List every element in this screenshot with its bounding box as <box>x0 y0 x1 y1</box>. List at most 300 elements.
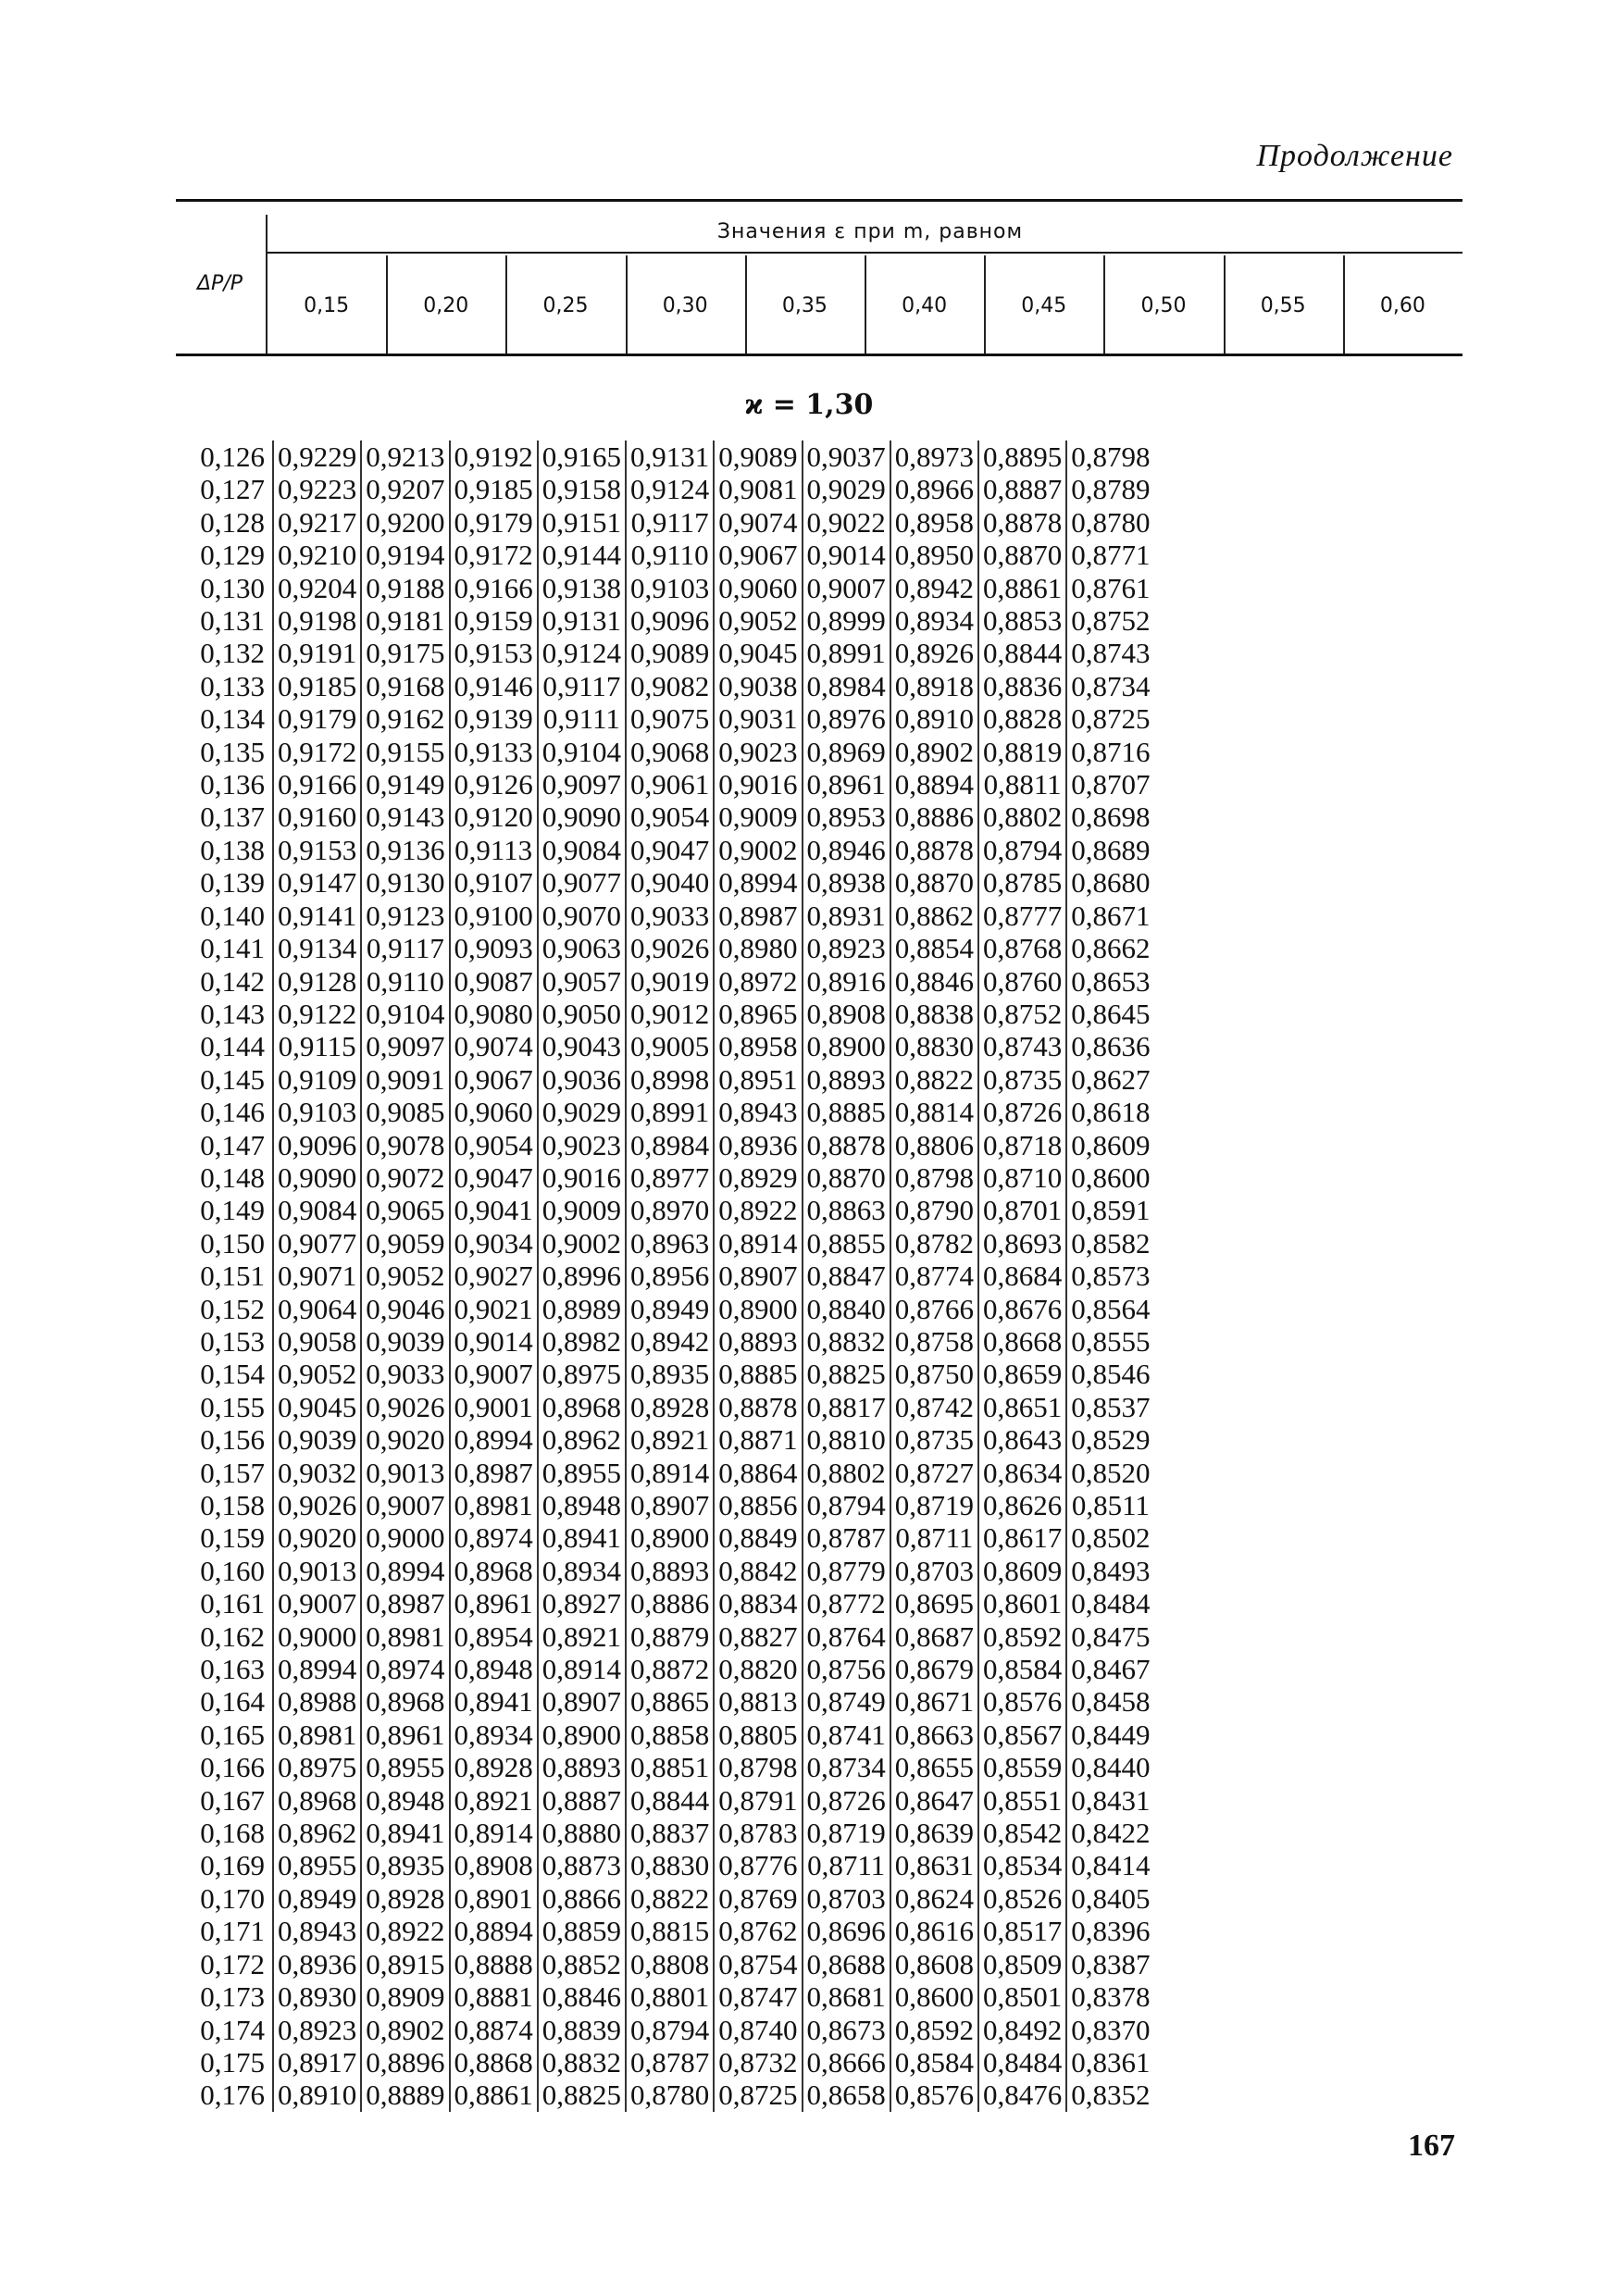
table-row <box>165 900 1154 932</box>
epsilon-cell: 0,8955 <box>273 1849 361 1881</box>
epsilon-cell: 0,8872 <box>626 1653 714 1685</box>
epsilon-cell: 0,8794 <box>626 2014 714 2046</box>
header-column-divider <box>745 255 747 354</box>
table-row <box>165 1882 1154 1915</box>
epsilon-cell: 0,8663 <box>890 1719 978 1751</box>
epsilon-cell: 0,8914 <box>626 1457 714 1489</box>
epsilon-cell: 0,9188 <box>361 572 449 604</box>
pressure-ratio-cell: 0,169 <box>200 1849 265 1882</box>
epsilon-cell: 0,8680 <box>1066 866 1153 899</box>
epsilon-cell: 0,9065 <box>361 1194 449 1226</box>
epsilon-cell: 0,8880 <box>538 1817 626 1849</box>
pressure-ratio-cell: 0,153 <box>200 1324 265 1358</box>
epsilon-cell: 0,8873 <box>538 1849 626 1881</box>
pressure-ratio-cell: 0,152 <box>200 1292 265 1325</box>
epsilon-cell: 0,8726 <box>978 1096 1066 1128</box>
epsilon-cell: 0,8981 <box>361 1620 449 1653</box>
epsilon-cell: 0,8576 <box>978 1685 1066 1718</box>
epsilon-cell: 0,8991 <box>626 1096 714 1128</box>
epsilon-cell: 0,8688 <box>803 1948 890 1980</box>
epsilon-cell: 0,9175 <box>361 637 449 669</box>
epsilon-cell: 0,9020 <box>273 1521 361 1554</box>
epsilon-cell: 0,8440 <box>1066 1751 1153 1783</box>
epsilon-cell: 0,8962 <box>273 1817 361 1849</box>
epsilon-cell: 0,9052 <box>273 1358 361 1390</box>
epsilon-cell: 0,9023 <box>538 1129 626 1161</box>
table-row <box>165 1784 1154 1817</box>
epsilon-cell: 0,8901 <box>450 1882 538 1915</box>
epsilon-cell: 0,8509 <box>978 1948 1066 1980</box>
pressure-ratio-cell: 0,138 <box>200 833 265 866</box>
header-column-divider <box>865 255 866 354</box>
epsilon-cell: 0,9039 <box>361 1325 449 1358</box>
pressure-ratio-cell: 0,173 <box>200 1980 265 2014</box>
epsilon-cell: 0,8529 <box>1066 1423 1153 1456</box>
epsilon-cell: 0,8820 <box>714 1653 802 1685</box>
epsilon-cell: 0,8923 <box>273 2014 361 2046</box>
epsilon-cell: 0,8900 <box>626 1521 714 1554</box>
epsilon-cell: 0,8789 <box>1066 473 1153 505</box>
epsilon-cell: 0,9007 <box>361 1489 449 1521</box>
epsilon-cell: 0,9124 <box>626 473 714 505</box>
epsilon-cell: 0,9185 <box>450 473 538 505</box>
m-value-header: 0,30 <box>662 294 708 317</box>
epsilon-cell: 0,8954 <box>450 1620 538 1653</box>
table-row <box>165 1719 1154 1751</box>
pressure-ratio-cell: 0,129 <box>200 539 265 572</box>
table-row <box>165 1915 1154 1947</box>
table-row <box>165 473 1154 505</box>
epsilon-cell: 0,8935 <box>361 1849 449 1881</box>
pressure-ratio-cell: 0,163 <box>200 1653 265 1686</box>
epsilon-cell: 0,9007 <box>273 1587 361 1620</box>
epsilon-cell: 0,8856 <box>714 1489 802 1521</box>
epsilon-cell: 0,8814 <box>890 1096 978 1128</box>
epsilon-cell: 0,9107 <box>450 866 538 899</box>
epsilon-cell: 0,8780 <box>626 2079 714 2111</box>
epsilon-cell: 0,9022 <box>803 506 890 539</box>
epsilon-cell: 0,8764 <box>803 1620 890 1653</box>
epsilon-cell: 0,8842 <box>714 1555 802 1587</box>
epsilon-cell: 0,8624 <box>890 1882 978 1915</box>
epsilon-cell: 0,9072 <box>361 1161 449 1194</box>
epsilon-cell: 0,8894 <box>890 768 978 800</box>
table-row <box>165 1555 1154 1587</box>
epsilon-cell: 0,8934 <box>538 1555 626 1587</box>
epsilon-cell: 0,8811 <box>978 768 1066 800</box>
epsilon-cell: 0,8573 <box>1066 1260 1153 1292</box>
table-row <box>165 1849 1154 1881</box>
epsilon-cell: 0,8946 <box>803 834 890 866</box>
epsilon-cell: 0,9039 <box>273 1423 361 1456</box>
epsilon-cell: 0,9162 <box>361 702 449 735</box>
epsilon-cell: 0,8929 <box>714 1161 802 1194</box>
epsilon-cell: 0,8467 <box>1066 1653 1153 1685</box>
pressure-ratio-cell: 0,133 <box>200 669 265 702</box>
pressure-ratio-cell: 0,176 <box>200 2079 265 2112</box>
epsilon-cell: 0,8928 <box>450 1751 538 1783</box>
epsilon-cell: 0,9038 <box>714 670 802 702</box>
epsilon-cell: 0,8601 <box>978 1587 1066 1620</box>
epsilon-table <box>165 441 1154 2112</box>
pressure-ratio-cell: 0,175 <box>200 2045 265 2079</box>
epsilon-cell: 0,9007 <box>803 572 890 604</box>
table-row <box>165 572 1154 604</box>
epsilon-cell: 0,8761 <box>1066 572 1153 604</box>
epsilon-cell: 0,8895 <box>978 441 1066 473</box>
epsilon-cell: 0,9033 <box>361 1358 449 1390</box>
epsilon-cell: 0,8888 <box>450 1948 538 1980</box>
epsilon-cell: 0,8893 <box>538 1751 626 1783</box>
epsilon-cell: 0,9120 <box>450 800 538 833</box>
pressure-ratio-cell: 0,145 <box>200 1062 265 1096</box>
epsilon-cell: 0,8802 <box>803 1457 890 1489</box>
table-row <box>165 1063 1154 1096</box>
epsilon-cell: 0,8930 <box>273 1980 361 2013</box>
epsilon-cell: 0,8846 <box>538 1980 626 2013</box>
epsilon-cell: 0,9087 <box>450 965 538 998</box>
table-row <box>165 1457 1154 1489</box>
epsilon-cell: 0,8862 <box>890 900 978 932</box>
pressure-ratio-cell: 0,165 <box>200 1718 265 1751</box>
epsilon-cell: 0,9093 <box>450 932 538 964</box>
epsilon-cell: 0,8760 <box>978 965 1066 998</box>
epsilon-cell: 0,8655 <box>890 1751 978 1783</box>
table-row <box>165 1751 1154 1783</box>
epsilon-cell: 0,9082 <box>626 670 714 702</box>
epsilon-cell: 0,8955 <box>361 1751 449 1783</box>
pressure-ratio-cell: 0,142 <box>200 964 265 998</box>
pressure-ratio-cell: 0,131 <box>200 604 265 638</box>
epsilon-cell: 0,9143 <box>361 800 449 833</box>
epsilon-cell: 0,9052 <box>714 604 802 637</box>
pressure-ratio-cell: 0,162 <box>200 1620 265 1653</box>
epsilon-cell: 0,9117 <box>626 506 714 539</box>
epsilon-cell: 0,8942 <box>890 572 978 604</box>
epsilon-cell: 0,8847 <box>803 1260 890 1292</box>
epsilon-cell: 0,9210 <box>273 539 361 571</box>
epsilon-cell: 0,8718 <box>978 1129 1066 1161</box>
header-column-divider <box>1224 255 1226 354</box>
epsilon-cell: 0,9141 <box>273 900 361 932</box>
epsilon-cell: 0,9077 <box>273 1227 361 1260</box>
epsilon-cell: 0,8609 <box>1066 1129 1153 1161</box>
epsilon-cell: 0,8923 <box>803 932 890 964</box>
epsilon-cell: 0,8982 <box>538 1325 626 1358</box>
table-row <box>165 965 1154 998</box>
epsilon-cell: 0,9009 <box>538 1194 626 1226</box>
epsilon-cell: 0,9071 <box>273 1260 361 1292</box>
epsilon-cell: 0,9138 <box>538 572 626 604</box>
epsilon-cell: 0,8405 <box>1066 1882 1153 1915</box>
header-divider <box>266 215 268 354</box>
epsilon-cell: 0,8958 <box>890 506 978 539</box>
epsilon-cell: 0,8414 <box>1066 1849 1153 1881</box>
epsilon-cell: 0,8810 <box>803 1423 890 1456</box>
epsilon-cell: 0,8634 <box>978 1457 1066 1489</box>
epsilon-cell: 0,8458 <box>1066 1685 1153 1718</box>
epsilon-cell: 0,9104 <box>538 736 626 768</box>
epsilon-cell: 0,8885 <box>803 1096 890 1128</box>
epsilon-cell: 0,9097 <box>538 768 626 800</box>
epsilon-cell: 0,8676 <box>978 1293 1066 1325</box>
epsilon-cell: 0,8921 <box>538 1620 626 1653</box>
epsilon-cell: 0,8732 <box>714 2046 802 2079</box>
epsilon-cell: 0,9198 <box>273 604 361 637</box>
header-top-rule <box>176 199 1462 202</box>
epsilon-cell: 0,9020 <box>361 1423 449 1456</box>
epsilon-cell: 0,8968 <box>273 1784 361 1817</box>
epsilon-cell: 0,8914 <box>450 1817 538 1849</box>
epsilon-cell: 0,8907 <box>714 1260 802 1292</box>
table-row <box>165 1325 1154 1358</box>
epsilon-cell: 0,9103 <box>273 1096 361 1128</box>
epsilon-cell: 0,8852 <box>538 1948 626 1980</box>
epsilon-cell: 0,8948 <box>361 1784 449 1817</box>
pressure-ratio-cell: 0,172 <box>200 1947 265 1980</box>
epsilon-cell: 0,8689 <box>1066 834 1153 866</box>
table-row <box>165 800 1154 833</box>
epsilon-cell: 0,9045 <box>273 1391 361 1423</box>
epsilon-cell: 0,8517 <box>978 1915 1066 1947</box>
epsilon-cell: 0,8900 <box>538 1719 626 1751</box>
epsilon-cell: 0,8808 <box>626 1948 714 1980</box>
epsilon-cell: 0,9060 <box>714 572 802 604</box>
epsilon-cell: 0,8987 <box>450 1457 538 1489</box>
epsilon-cell: 0,8609 <box>978 1555 1066 1587</box>
epsilon-cell: 0,8493 <box>1066 1555 1153 1587</box>
table-row <box>165 1521 1154 1554</box>
epsilon-cell: 0,9037 <box>803 441 890 473</box>
epsilon-cell: 0,8734 <box>1066 670 1153 702</box>
epsilon-cell: 0,8893 <box>714 1325 802 1358</box>
epsilon-cell: 0,9165 <box>538 441 626 473</box>
epsilon-cell: 0,8780 <box>1066 506 1153 539</box>
epsilon-cell: 0,9023 <box>714 736 802 768</box>
epsilon-cell: 0,8756 <box>803 1653 890 1685</box>
table-row <box>165 1260 1154 1292</box>
epsilon-cell: 0,8725 <box>1066 702 1153 735</box>
epsilon-cell: 0,9029 <box>538 1096 626 1128</box>
epsilon-cell: 0,8600 <box>1066 1161 1153 1194</box>
epsilon-cell: 0,8996 <box>538 1260 626 1292</box>
epsilon-cell: 0,9027 <box>450 1260 538 1292</box>
epsilon-cell: 0,9147 <box>273 866 361 899</box>
epsilon-cell: 0,8825 <box>803 1358 890 1390</box>
epsilon-cell: 0,8703 <box>803 1882 890 1915</box>
epsilon-cell: 0,8783 <box>714 1817 802 1849</box>
epsilon-cell: 0,8520 <box>1066 1457 1153 1489</box>
table-row <box>165 866 1154 899</box>
epsilon-cell: 0,9128 <box>273 965 361 998</box>
epsilon-cell: 0,9067 <box>714 539 802 571</box>
epsilon-cell: 0,8878 <box>890 834 978 866</box>
epsilon-cell: 0,9085 <box>361 1096 449 1128</box>
epsilon-cell: 0,9166 <box>450 572 538 604</box>
epsilon-cell: 0,8989 <box>538 1293 626 1325</box>
epsilon-cell: 0,8370 <box>1066 2014 1153 2046</box>
epsilon-cell: 0,8695 <box>890 1587 978 1620</box>
pressure-ratio-cell: 0,164 <box>200 1685 265 1719</box>
epsilon-cell: 0,8980 <box>714 932 802 964</box>
epsilon-cell: 0,8707 <box>1066 768 1153 800</box>
epsilon-cell: 0,9002 <box>714 834 802 866</box>
pressure-ratio-cell: 0,135 <box>200 735 265 768</box>
table-row <box>165 441 1154 473</box>
epsilon-cell: 0,8838 <box>890 998 978 1030</box>
epsilon-cell: 0,9149 <box>361 768 449 800</box>
epsilon-cell: 0,8758 <box>890 1325 978 1358</box>
epsilon-cell: 0,8832 <box>538 2046 626 2079</box>
epsilon-cell: 0,8576 <box>890 2079 978 2111</box>
table-row <box>165 1423 1154 1456</box>
epsilon-cell: 0,9181 <box>361 604 449 637</box>
epsilon-cell: 0,8855 <box>803 1227 890 1260</box>
epsilon-cell: 0,9104 <box>361 998 449 1030</box>
epsilon-cell: 0,9061 <box>626 768 714 800</box>
epsilon-cell: 0,8949 <box>273 1882 361 1915</box>
epsilon-cell: 0,8958 <box>714 1030 802 1062</box>
m-value-header: 0,45 <box>1021 294 1067 317</box>
kappa-label: ϰ = 1,30 <box>744 389 874 421</box>
epsilon-cell: 0,8653 <box>1066 965 1153 998</box>
epsilon-cell: 0,8449 <box>1066 1719 1153 1751</box>
epsilon-cell: 0,9194 <box>361 539 449 571</box>
epsilon-cell: 0,8747 <box>714 1980 802 2013</box>
epsilon-cell: 0,8977 <box>626 1161 714 1194</box>
header-column-divider <box>1343 255 1345 354</box>
epsilon-cell: 0,8915 <box>361 1948 449 1980</box>
epsilon-cell: 0,8928 <box>361 1882 449 1915</box>
epsilon-cell: 0,8431 <box>1066 1784 1153 1817</box>
epsilon-cell: 0,8878 <box>714 1391 802 1423</box>
epsilon-cell: 0,9014 <box>803 539 890 571</box>
epsilon-cell: 0,8948 <box>450 1653 538 1685</box>
epsilon-cell: 0,8894 <box>450 1915 538 1947</box>
epsilon-cell: 0,9034 <box>450 1227 538 1260</box>
epsilon-cell: 0,8740 <box>714 2014 802 2046</box>
epsilon-cell: 0,8909 <box>361 1980 449 2013</box>
epsilon-cell: 0,8950 <box>890 539 978 571</box>
epsilon-cell: 0,9136 <box>361 834 449 866</box>
epsilon-cell: 0,9200 <box>361 506 449 539</box>
epsilon-cell: 0,8734 <box>803 1751 890 1783</box>
epsilon-cell: 0,8794 <box>803 1489 890 1521</box>
epsilon-cell: 0,8988 <box>273 1685 361 1718</box>
epsilon-cell: 0,8921 <box>626 1423 714 1456</box>
table-row <box>165 1358 1154 1390</box>
table-row <box>165 637 1154 669</box>
epsilon-cell: 0,8827 <box>714 1620 802 1653</box>
epsilon-cell: 0,8743 <box>1066 637 1153 669</box>
epsilon-cell: 0,9124 <box>538 637 626 669</box>
epsilon-cell: 0,8934 <box>890 604 978 637</box>
epsilon-cell: 0,8853 <box>978 604 1066 637</box>
table-row <box>165 1685 1154 1718</box>
epsilon-cell: 0,9013 <box>361 1457 449 1489</box>
epsilon-cell: 0,9019 <box>626 965 714 998</box>
table-row <box>165 670 1154 702</box>
epsilon-cell: 0,9046 <box>361 1293 449 1325</box>
epsilon-cell: 0,9153 <box>450 637 538 669</box>
epsilon-cell: 0,8922 <box>361 1915 449 1947</box>
epsilon-cell: 0,9031 <box>714 702 802 735</box>
epsilon-cell: 0,8726 <box>803 1784 890 1817</box>
epsilon-cell: 0,9029 <box>803 473 890 505</box>
epsilon-cell: 0,8782 <box>890 1227 978 1260</box>
epsilon-cell: 0,9047 <box>626 834 714 866</box>
epsilon-cell: 0,9050 <box>538 998 626 1030</box>
epsilon-cell: 0,9204 <box>273 572 361 604</box>
table-row <box>165 768 1154 800</box>
epsilon-cell: 0,8836 <box>978 670 1066 702</box>
epsilon-cell: 0,8592 <box>890 2014 978 2046</box>
pressure-ratio-cell: 0,147 <box>200 1128 265 1161</box>
pressure-ratio-cell: 0,143 <box>200 997 265 1030</box>
epsilon-cell: 0,9089 <box>626 637 714 669</box>
epsilon-cell: 0,9074 <box>714 506 802 539</box>
epsilon-cell: 0,9139 <box>450 702 538 735</box>
epsilon-cell: 0,8918 <box>890 670 978 702</box>
epsilon-cell: 0,8907 <box>538 1685 626 1718</box>
epsilon-cell: 0,8938 <box>803 866 890 899</box>
epsilon-cell: 0,8974 <box>450 1521 538 1554</box>
epsilon-cell: 0,8866 <box>538 1882 626 1915</box>
header-column-divider <box>626 255 628 354</box>
epsilon-cell: 0,8750 <box>890 1358 978 1390</box>
epsilon-cell: 0,8994 <box>450 1423 538 1456</box>
pressure-ratio-cell: 0,149 <box>200 1194 265 1227</box>
epsilon-cell: 0,8719 <box>803 1817 890 1849</box>
m-value-header: 0,25 <box>542 294 589 317</box>
epsilon-cell: 0,8865 <box>626 1685 714 1718</box>
m-value-header: 0,20 <box>423 294 469 317</box>
epsilon-cell: 0,8743 <box>978 1030 1066 1062</box>
epsilon-cell: 0,8885 <box>714 1358 802 1390</box>
epsilon-cell: 0,8874 <box>450 2014 538 2046</box>
pressure-ratio-cell: 0,151 <box>200 1260 265 1293</box>
epsilon-cell: 0,8870 <box>890 866 978 899</box>
epsilon-cell: 0,9159 <box>450 604 538 637</box>
epsilon-cell: 0,8785 <box>978 866 1066 899</box>
table-row <box>165 1194 1154 1226</box>
epsilon-cell: 0,8840 <box>803 1293 890 1325</box>
epsilon-cell: 0,9021 <box>450 1293 538 1325</box>
epsilon-cell: 0,8754 <box>714 1948 802 1980</box>
epsilon-cell: 0,8511 <box>1066 1489 1153 1521</box>
epsilon-cell: 0,8537 <box>1066 1391 1153 1423</box>
epsilon-cell: 0,9117 <box>538 670 626 702</box>
epsilon-cell: 0,8555 <box>1066 1325 1153 1358</box>
epsilon-cell: 0,9166 <box>273 768 361 800</box>
epsilon-cell: 0,8968 <box>450 1555 538 1587</box>
pressure-ratio-cell: 0,174 <box>200 2013 265 2046</box>
epsilon-cell: 0,8846 <box>890 965 978 998</box>
table-row <box>165 1293 1154 1325</box>
table-row <box>165 1587 1154 1620</box>
epsilon-cell: 0,8984 <box>626 1129 714 1161</box>
epsilon-cell: 0,9151 <box>538 506 626 539</box>
epsilon-cell: 0,8387 <box>1066 1948 1153 1980</box>
epsilon-cell: 0,8819 <box>978 736 1066 768</box>
epsilon-cell: 0,8735 <box>890 1423 978 1456</box>
table-row <box>165 604 1154 637</box>
epsilon-cell: 0,9091 <box>361 1063 449 1096</box>
epsilon-cell: 0,8955 <box>538 1457 626 1489</box>
epsilon-cell: 0,8914 <box>714 1227 802 1260</box>
epsilon-cell: 0,8935 <box>626 1358 714 1390</box>
epsilon-cell: 0,8837 <box>626 1817 714 1849</box>
